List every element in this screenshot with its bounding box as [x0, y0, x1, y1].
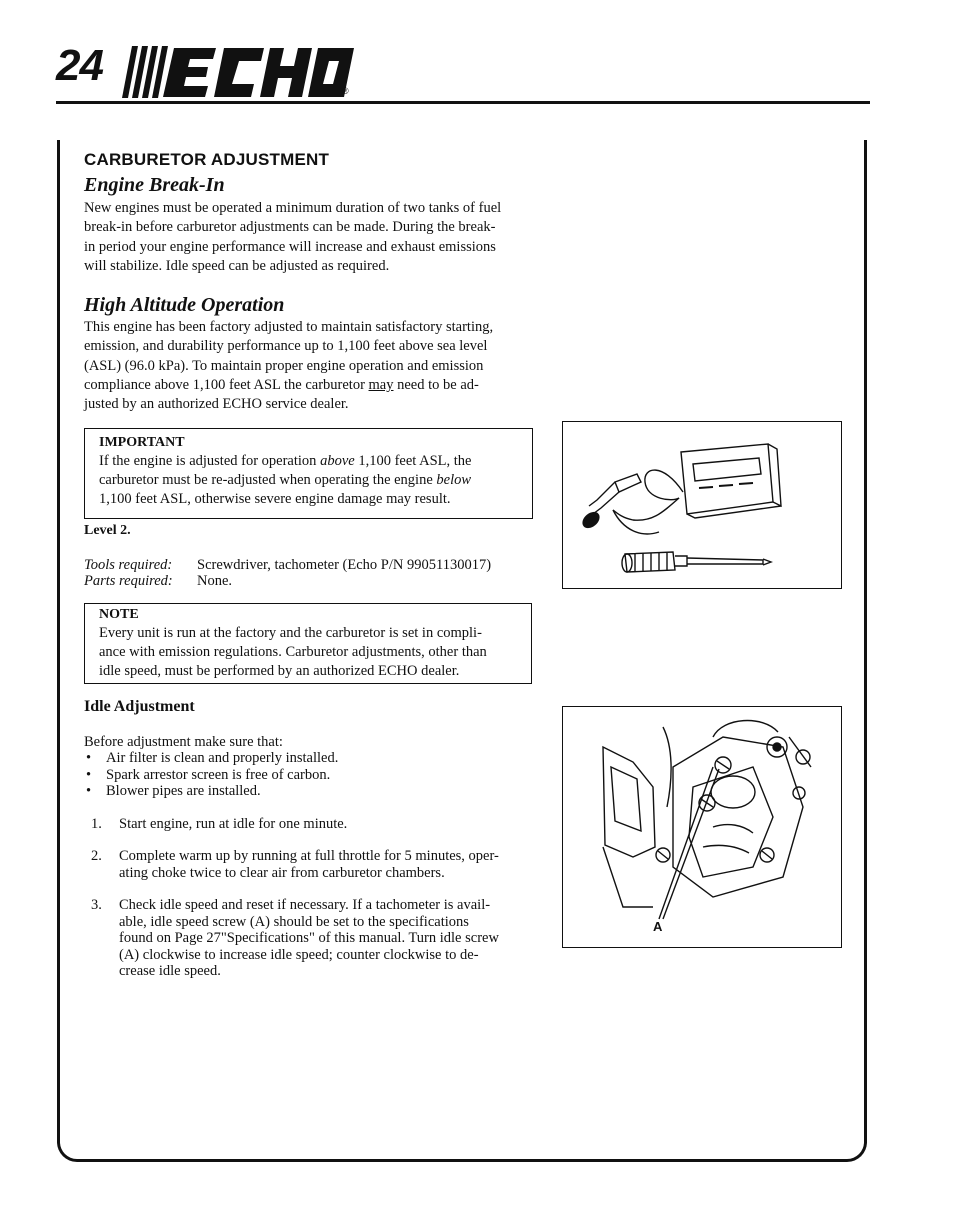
parts-label: Parts required: [84, 573, 173, 589]
parts-value: None. [197, 573, 233, 589]
echo-logo [118, 44, 358, 100]
tools-figure [562, 421, 842, 589]
list-item [84, 767, 338, 783]
text-line: break-in before carburetor adjustments can be made. During the break- [84, 219, 496, 236]
bullet-icon: • [86, 750, 92, 767]
text-span: If the engine is adjusted for operation [99, 453, 321, 469]
text-line [99, 452, 522, 471]
break-in-heading: Engine Break-In [84, 174, 225, 196]
section-title: CARBURETOR ADJUSTMENT [84, 150, 330, 169]
step-2 [84, 848, 534, 881]
note-label: NOTE [99, 607, 139, 622]
callout-label-a: A [653, 919, 663, 934]
text-span: need to be ad- [393, 376, 479, 393]
altitude-text [84, 318, 536, 414]
level-label: Level 2. [84, 523, 131, 538]
carburetor-figure [562, 706, 842, 948]
step-1 [84, 816, 534, 833]
header-rule [56, 101, 870, 104]
text-line [99, 471, 522, 490]
bullet-icon: • [86, 783, 92, 800]
step-number: 2. [91, 848, 102, 864]
registered-mark: ® [342, 86, 349, 96]
step-text: able, idle speed screw (A) should be set to the specifications [119, 913, 469, 930]
text-span: carburetor must be re-adjusted when operating the engine [99, 472, 437, 488]
text-line: will stabilize. Idle speed can be adjusted as required. [84, 257, 390, 274]
carburetor-illustration [563, 707, 841, 947]
step-text: crease idle speed. [119, 963, 221, 979]
text-line: Every unit is run at the factory and the carburetor is set in compli- [99, 625, 482, 641]
emphasis: above [320, 453, 355, 469]
step-text: Complete warm up by running at full throttle for 5 minutes, oper- [119, 848, 499, 864]
checklist-intro: Before adjustment make sure that: [84, 734, 283, 750]
text-span: 1,100 feet ASL, the [354, 453, 472, 469]
list-item [84, 750, 338, 766]
step-3 [84, 897, 534, 980]
step-text: (A) clockwise to increase idle speed; counter clockwise to de- [119, 946, 479, 963]
step-text: found on Page 27"Specifications" of this manual. Turn idle screw [119, 930, 499, 946]
text-line: idle speed, must be performed by an authorized ECHO dealer. [99, 663, 460, 679]
text-line: (ASL) (96.0 kPa). To maintain proper engine operation and emission [84, 357, 484, 374]
important-label: IMPORTANT [99, 435, 185, 450]
step-number: 1. [91, 816, 102, 832]
list-item-text: Air filter is clean and properly installed. [106, 750, 339, 767]
step-text: ating choke twice to clear air from carburetor chambers. [119, 864, 445, 881]
list-item-text: Spark arrestor screen is free of carbon. [106, 766, 331, 783]
note-box [84, 603, 532, 684]
tachometer-screwdriver-illustration [563, 422, 841, 588]
tools-label: Tools required: [84, 557, 173, 573]
list-item-text: Blower pipes are installed. [106, 783, 261, 800]
list-item [84, 783, 338, 799]
step-number: 3. [91, 897, 102, 913]
checklist [84, 734, 338, 800]
text-line: ance with emission regulations. Carburetor adjustments, other than [99, 644, 487, 660]
underlined-word: may [368, 376, 394, 393]
bullet-icon: • [86, 766, 92, 783]
page-number: 24 [56, 41, 103, 90]
text-line: 1,100 feet ASL, otherwise severe engine damage may result. [99, 491, 451, 507]
text-line [84, 376, 536, 395]
altitude-heading: High Altitude Operation [84, 294, 285, 316]
tools-value: Screwdriver, tachometer (Echo P/N 99051130017) [197, 557, 492, 573]
emphasis: below [436, 472, 472, 488]
text-line: New engines must be operated a minimum duration of two tanks of fuel [84, 200, 502, 216]
step-text: Check idle speed and reset if necessary. If a tachometer is avail- [119, 897, 491, 913]
text-line: in period your engine performance will increase and exhaust emissions [84, 238, 496, 255]
text-line: emission, and durability performance up to 1,100 feet above sea level [84, 338, 488, 355]
important-box [84, 428, 533, 519]
text-line: This engine has been factory adjusted to maintain satisfactory starting, [84, 319, 494, 335]
idle-heading: Idle Adjustment [84, 698, 195, 715]
parts-row [84, 573, 232, 589]
break-in-text [84, 199, 536, 276]
text-span: compliance above 1,100 feet ASL the carburetor [84, 376, 369, 393]
text-line: justed by an authorized ECHO service dealer. [84, 396, 349, 413]
tools-row [84, 557, 491, 573]
step-text: Start engine, run at idle for one minute. [119, 816, 348, 832]
